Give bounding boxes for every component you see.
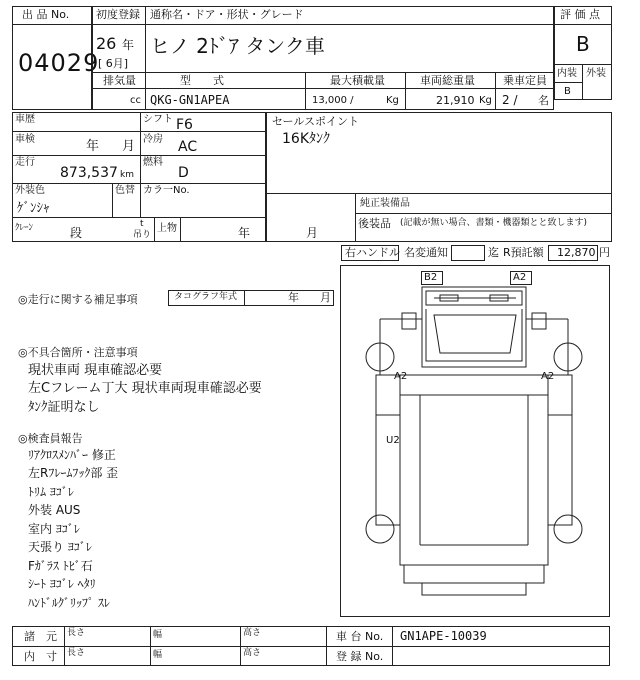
width-label: 幅 <box>153 650 163 660</box>
max-load-label: 最大積載量 <box>330 74 385 87</box>
aftermarket-note: (記載が無い場合、書類・機器類とと致します) <box>400 218 588 228</box>
truck-outline-icon <box>340 265 610 617</box>
aircon-label: 冷房 <box>143 134 163 145</box>
inspection-month-unit: 月 <box>122 139 136 154</box>
damage-mark-label: B2 <box>424 272 438 283</box>
gross-weight-label: 車両総重量 <box>420 74 475 87</box>
defect-line: 現状車両 現車確認必要 <box>28 363 163 378</box>
exterior-color-value: ｹﾞﾝｼｬ <box>17 201 50 216</box>
inspection-label: 車検 <box>15 134 35 145</box>
capacity-unit: 名 <box>538 94 549 107</box>
interior-score-label: 内装 <box>557 68 577 79</box>
overall-score: B <box>576 32 590 56</box>
height-label: 高さ <box>243 628 262 638</box>
inspection-year-unit: 年 <box>86 139 100 154</box>
inspector-line: 外装 AUS <box>28 503 81 517</box>
name-change-label: 名変通知 <box>404 246 448 259</box>
chassis-number-value: GN1APE-10039 <box>400 629 487 643</box>
shift-label: シフト <box>143 114 173 125</box>
max-load-value: 13,000 / <box>312 95 354 106</box>
recycle-deposit-label: R預託額 <box>503 246 544 259</box>
name-change-box <box>451 245 485 261</box>
mileage-value: 873,537 <box>60 165 118 181</box>
year-unit: 年 <box>122 38 135 52</box>
score-label: 評 価 点 <box>560 8 600 21</box>
width-label: 幅 <box>153 630 163 640</box>
registration-number-label: 登 録 No. <box>336 650 384 663</box>
capacity-label: 乗車定員 <box>503 74 547 87</box>
height-label: 高さ <box>243 648 262 658</box>
displacement-unit: cc <box>130 95 141 106</box>
lot-number: 04029 <box>18 49 100 77</box>
right-hand-drive-label: 右ハンドル <box>345 246 400 259</box>
defects-label: ◎不具合箇所・注意事項 <box>18 346 138 359</box>
aircon-value: AC <box>178 139 198 155</box>
inspector-line: ﾊﾝﾄﾞﾙｸﾞﾘｯﾌﾟ ｽﾚ <box>28 596 110 610</box>
max-load-unit: Kg <box>386 95 399 106</box>
damage-mark-label: A2 <box>394 371 408 382</box>
inspector-line: ﾄﾘﾑ ﾖｺﾞﾚ <box>28 485 74 499</box>
shift-value: F6 <box>176 117 193 133</box>
inspector-line: 左Rﾌﾚｰﾑﾌｯｸ部 歪 <box>28 466 119 480</box>
first-registration-year: 26 <box>96 34 117 53</box>
inner-dimension-label: 内 寸 <box>24 650 57 663</box>
capacity-value: 2 / <box>502 93 518 107</box>
recycle-deposit-value: 12,870 <box>557 246 596 259</box>
tachograph-year-unit: 年 <box>288 291 299 304</box>
inspector-line: 天張り ﾖｺﾞﾚ <box>28 540 92 554</box>
damage-mark-label: U2 <box>386 435 400 446</box>
inspector-line: Fｶﾞﾗｽ ﾄﾋﾞ石 <box>28 559 93 573</box>
first-registration-month: [ 6月] <box>98 57 129 70</box>
damage-mark-label: A2 <box>541 371 555 382</box>
sales-point-value: 16Kﾀﾝｸ <box>282 131 330 147</box>
crane-stage-unit: 段 <box>70 226 83 240</box>
damage-mark-label: A2 <box>513 272 527 283</box>
defect-line: ﾀﾝｸ証明なし <box>28 400 100 415</box>
deposit-prefix: 迄 <box>488 246 499 259</box>
upholstery-month-unit: 月 <box>306 226 319 240</box>
first-registration-label: 初度登録 <box>96 8 140 21</box>
interior-score: B <box>564 86 571 97</box>
tachograph-month-unit: 月 <box>320 291 331 304</box>
crane-lift-unit: 吊り <box>133 230 152 240</box>
chassis-number-label: 車 台 No. <box>336 630 384 643</box>
upholstery-year-unit: 年 <box>238 226 251 240</box>
history-label: 車歴 <box>15 114 35 125</box>
crane-label: ｸﾚｰﾝ <box>15 223 34 233</box>
aftermarket-label: 後装品 <box>358 217 391 230</box>
fuel-value: D <box>178 165 189 181</box>
color-number-label: カラ一No. <box>143 185 190 196</box>
exterior-score-label: 外装 <box>586 68 606 79</box>
inspector-line: 室内 ﾖｺﾞﾚ <box>28 522 80 536</box>
fuel-label: 燃料 <box>143 157 163 168</box>
vehicle-name-label: 通称名・ドア・形状・グレード <box>150 8 304 21</box>
upholstery-label: 上物 <box>157 223 177 234</box>
displacement-label: 排気量 <box>103 74 136 87</box>
defect-line: 左Cフレーム丁大 現状車両現車確認必要 <box>28 381 262 396</box>
spec-label: 諸 元 <box>24 630 57 643</box>
gross-weight-unit: Kg <box>479 95 492 106</box>
vehicle-name: ヒノ 2ﾄﾞｱ タンク車 <box>150 34 325 58</box>
mileage-unit: km <box>120 170 134 180</box>
genuine-equipment-label: 純正装備品 <box>360 198 410 209</box>
model-code: QKG-GN1APEA <box>150 93 230 107</box>
exterior-color-label: 外装色 <box>15 185 45 196</box>
length-label: 長さ <box>67 648 86 658</box>
crane-ton-unit: t <box>140 219 144 229</box>
inspector-report-label: ◎検査員報告 <box>18 432 83 445</box>
model-label: 型 式 <box>180 74 224 87</box>
inspector-line: ﾘｱｸﾛｽﾒﾝﾊﾞｰ 修正 <box>28 448 116 462</box>
gross-weight-value: 21,910 <box>436 94 475 107</box>
inspector-line: ｼｰﾄ ﾖｺﾞﾚ ﾍﾀﾘ <box>28 577 96 591</box>
lot-number-label: 出 品 No. <box>22 8 70 21</box>
sales-point-label: セールスポイント <box>272 115 360 128</box>
tachograph-label: タコグラフ年式 <box>174 292 238 302</box>
color-change-label: 色替 <box>115 185 135 196</box>
deposit-unit: 円 <box>599 246 610 259</box>
length-label: 長さ <box>67 628 86 638</box>
mileage-label: 走行 <box>15 157 35 168</box>
driving-notes-label: ◎走行に関する補足事項 <box>18 293 138 306</box>
